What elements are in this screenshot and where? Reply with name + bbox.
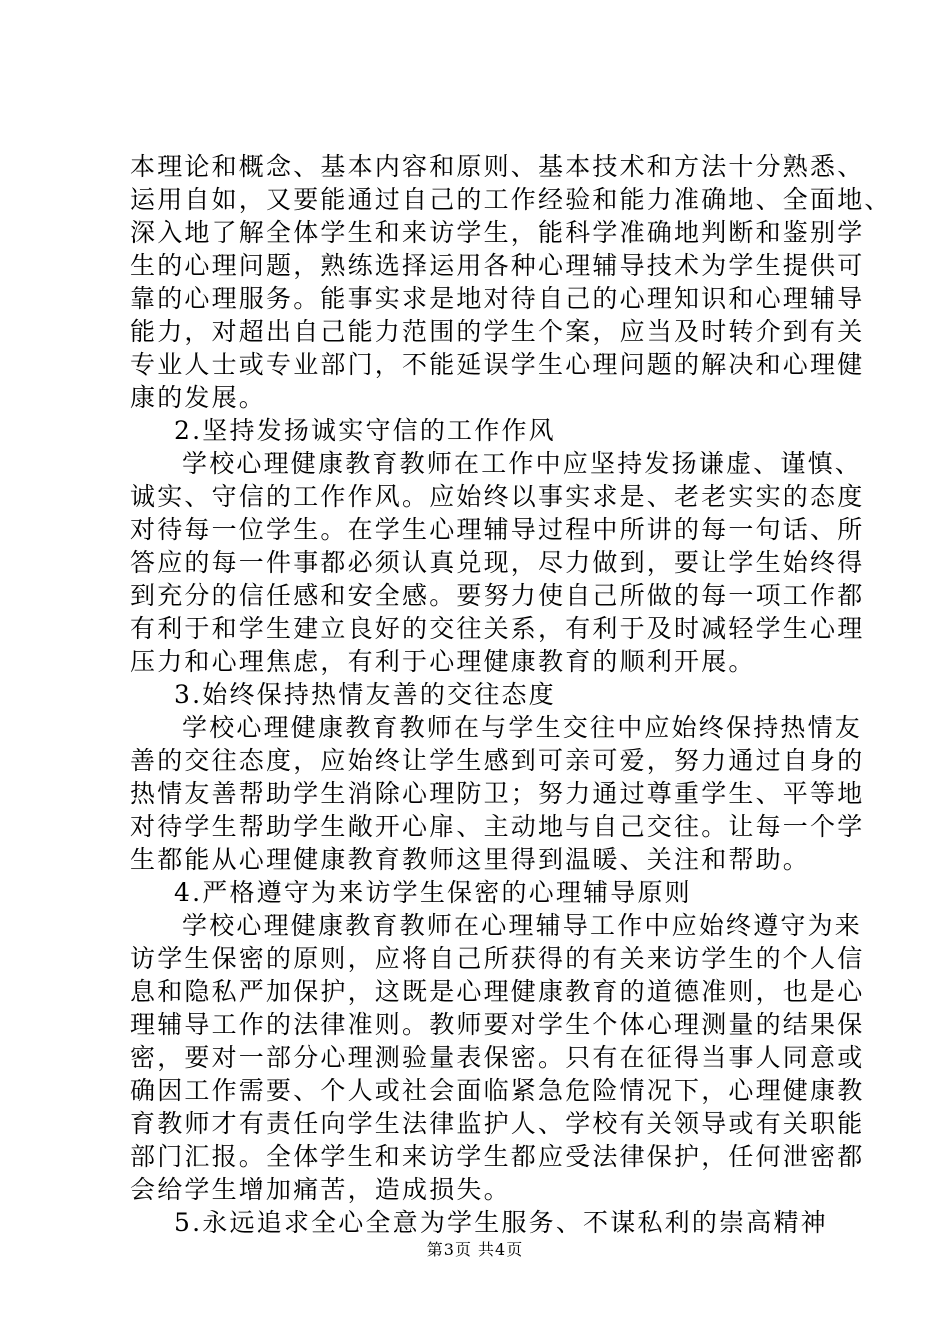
text-line: 对待学生帮助学生敞开心扉、主动地与自己交往。让每一个学 bbox=[130, 812, 865, 841]
text-line: 善的交往态度，应始终让学生感到可亲可爱，努力通过自身的 bbox=[130, 746, 865, 775]
text-line: 学校心理健康教育教师在心理辅导工作中应始终遵守为来 bbox=[182, 911, 863, 940]
section-heading: 3.始终保持热情友善的交往态度 bbox=[174, 680, 556, 709]
section-heading: 5.永远追求全心全意为学生服务、不谋私利的崇高精神 bbox=[174, 1208, 828, 1237]
text-line: 学校心理健康教育教师在与学生交往中应始终保持热情友 bbox=[182, 713, 863, 742]
text-line: 确因工作需要、个人或社会面临紧急危险情况下，心理健康教 bbox=[130, 1076, 865, 1105]
text-line: 诚实、守信的工作作风。应始终以事实求是、老老实实的态度 bbox=[130, 482, 865, 511]
text-line: 密，要对一部分心理测验量表保密。只有在征得当事人同意或 bbox=[130, 1043, 865, 1072]
text-line: 压力和心理焦虑，有利于心理健康教育的顺利开展。 bbox=[130, 647, 756, 676]
text-line: 深入地了解全体学生和来访学生，能科学准确地判断和鉴别学 bbox=[130, 218, 865, 247]
text-line: 育教师才有责任向学生法律监护人、学校有关领导或有关职能 bbox=[130, 1109, 865, 1138]
text-line: 有利于和学生建立良好的交往关系，有利于及时减轻学生心理 bbox=[130, 614, 865, 643]
text-line: 生的心理问题，熟练选择运用各种心理辅导技术为学生提供可 bbox=[130, 251, 865, 280]
text-line: 运用自如，又要能通过自己的工作经验和能力准确地、全面地、 bbox=[130, 185, 892, 214]
text-line: 靠的心理服务。能事实求是地对待自己的心理知识和心理辅导 bbox=[130, 284, 865, 313]
text-line: 息和隐私严加保护，这既是心理健康教育的道德准则，也是心 bbox=[130, 977, 865, 1006]
document-body bbox=[130, 150, 892, 1239]
text-line: 学校心理健康教育教师在工作中应坚持发扬谦虚、谨慎、 bbox=[182, 449, 863, 478]
text-line: 理辅导工作的法律准则。教师要对学生个体心理测量的结果保 bbox=[130, 1010, 865, 1039]
text-line: 能力，对超出自己能力范围的学生个案，应当及时转介到有关 bbox=[130, 317, 865, 346]
section-heading: 2.坚持发扬诚实守信的工作作风 bbox=[174, 416, 556, 445]
text-line: 会给学生增加痛苦，造成损失。 bbox=[130, 1175, 511, 1204]
page-footer: 第3页 共4页 bbox=[426, 1240, 524, 1259]
text-line: 部门汇报。全体学生和来访学生都应受法律保护，任何泄密都 bbox=[130, 1142, 865, 1171]
text-line: 答应的每一件事都必须认真兑现，尽力做到，要让学生始终得 bbox=[130, 548, 865, 577]
text-line: 康的发展。 bbox=[130, 383, 267, 412]
text-line: 访学生保密的原则，应将自己所获得的有关来访学生的个人信 bbox=[130, 944, 865, 973]
text-line: 本理论和概念、基本内容和原则、基本技术和方法十分熟悉、 bbox=[130, 152, 865, 181]
text-line: 到充分的信任感和安全感。要努力使自己所做的每一项工作都 bbox=[130, 581, 865, 610]
text-line: 生都能从心理健康教育教师这里得到温暖、关注和帮助。 bbox=[130, 845, 811, 874]
section-heading: 4.严格遵守为来访学生保密的心理辅导原则 bbox=[174, 878, 692, 907]
text-line: 对待每一位学生。在学生心理辅导过程中所讲的每一句话、所 bbox=[130, 515, 865, 544]
text-line: 热情友善帮助学生消除心理防卫；努力通过尊重学生、平等地 bbox=[130, 779, 865, 808]
text-line: 专业人士或专业部门，不能延误学生心理问题的解决和心理健 bbox=[130, 350, 865, 379]
